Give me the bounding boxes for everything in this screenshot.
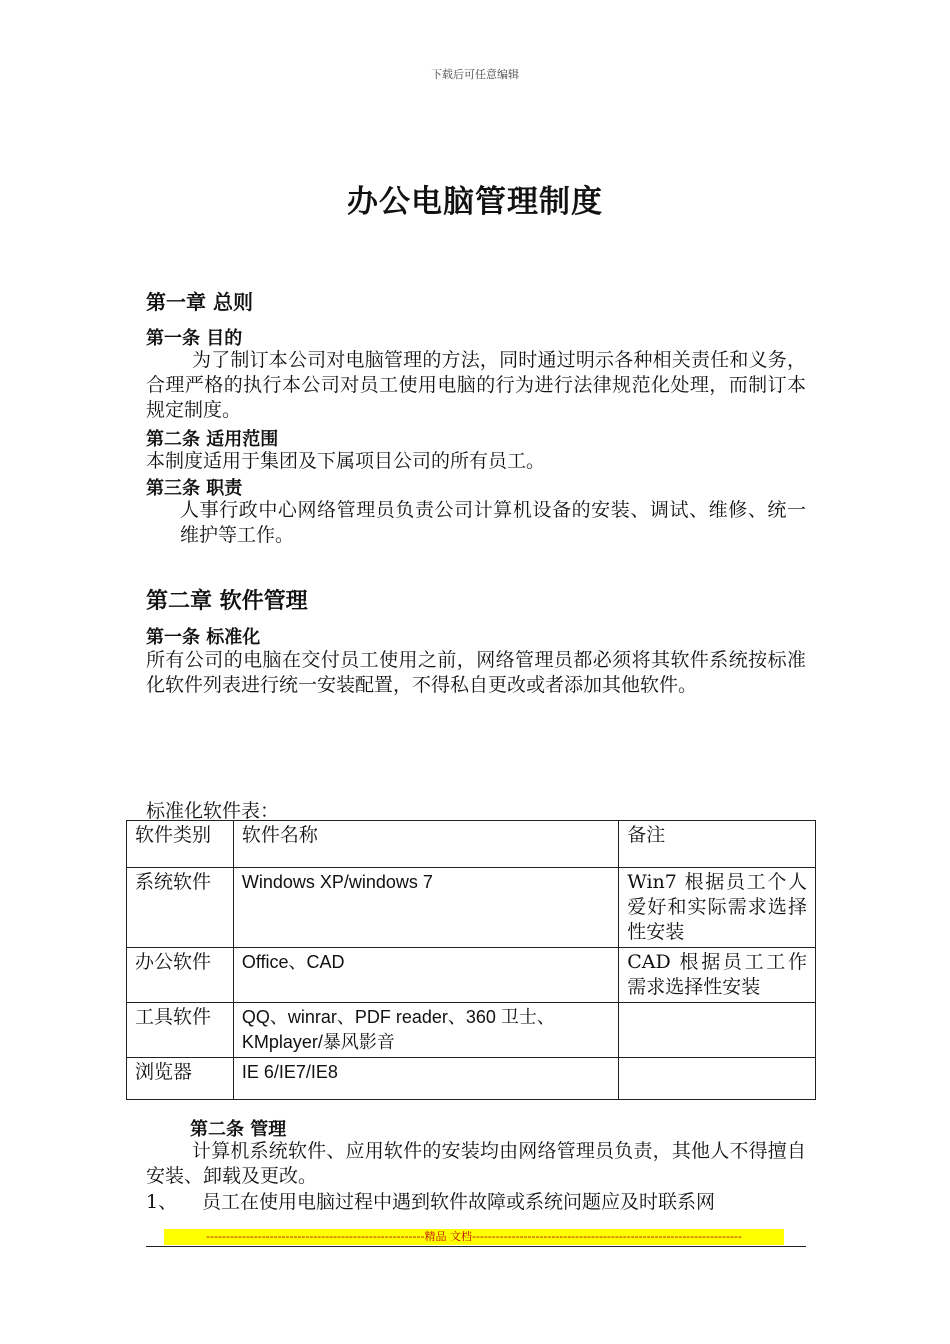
table-cell	[619, 1058, 816, 1100]
table-cell: CAD 根据员工工作需求选择性安装	[619, 948, 816, 1003]
table-row	[127, 1003, 816, 1058]
table-cell: Win7 根据员工个人爱好和实际需求选择性安装	[619, 868, 816, 948]
table-row	[127, 1058, 816, 1100]
software-table	[126, 820, 816, 1100]
chapter-1-heading: 第一章 总则	[146, 290, 253, 314]
chapter-2-article-2-heading: 第二条 管理	[190, 1119, 287, 1140]
table-row	[127, 948, 816, 1003]
chapter-2-article-1-text: 所有公司的电脑在交付员工使用之前，网络管理员都必须将其软件系统按标准化软件列表进行统一安装配置，不得私自更改或者添加其他软件。	[146, 649, 806, 696]
list-item-text: 员工在使用电脑过程中遇到软件故障或系统问题应及时联系网	[202, 1191, 716, 1213]
table-cell: 办公软件	[127, 948, 234, 1003]
chapter-1-article-3-text: 人事行政中心网络管理员负责公司计算机设备的安装、调试、维修、统一维护等工作。	[180, 499, 806, 546]
chapter-1-article-3-heading: 第三条 职责	[146, 478, 243, 499]
document-title: 办公电脑管理制度	[347, 184, 603, 220]
chapter-1-article-2-heading: 第二条 适用范围	[146, 429, 279, 450]
table-cell: 系统软件	[127, 868, 234, 948]
footer-divider	[146, 1246, 806, 1247]
list-item-number: 1、	[146, 1191, 178, 1213]
chapter-2-heading: 第二章 软件管理	[146, 589, 308, 614]
chapter-1-article-1-heading: 第一条 目的	[146, 328, 243, 349]
chapter-2-article-2-text: 计算机系统软件、应用软件的安装均由网络管理员负责，其他人不得擅自安装、卸载及更改。	[146, 1140, 806, 1187]
page-header-note: 下载后可任意编辑	[431, 68, 519, 81]
chapter-1-article-2-text: 本制度适用于集团及下属项目公司的所有员工。	[146, 450, 546, 472]
table-cell: 工具软件	[127, 1003, 234, 1058]
table-row	[127, 868, 816, 948]
table-cell: IE 6/IE7/IE8	[233, 1058, 618, 1100]
table-header-cell: 软件名称	[233, 821, 618, 868]
table-cell	[619, 1003, 816, 1058]
table-cell: QQ、winrar、PDF reader、360 卫士、KMplayer/暴风影音	[233, 1003, 618, 1058]
chapter-1-article-1-text: 为了制订本公司对电脑管理的方法，同时通过明示各种相关责任和义务，合理严格的执行本公司对员工使用电脑的行为进行法律规范化处理，而制订本规定制度。	[146, 349, 806, 421]
table-header-cell: 备注	[619, 821, 816, 868]
table-cell: Office、CAD	[233, 948, 618, 1003]
table-header-row	[127, 821, 816, 868]
footer-banner: -------------------------------------------------------精品 文档--------------------------------------------------------------------	[164, 1229, 784, 1245]
table-header-cell: 软件类别	[127, 821, 234, 868]
chapter-2-article-1-heading: 第一条 标准化	[146, 627, 261, 648]
table-cell: Windows XP/windows 7	[233, 868, 618, 948]
table-caption: 标准化软件表：	[146, 800, 280, 822]
table-cell: 浏览器	[127, 1058, 234, 1100]
